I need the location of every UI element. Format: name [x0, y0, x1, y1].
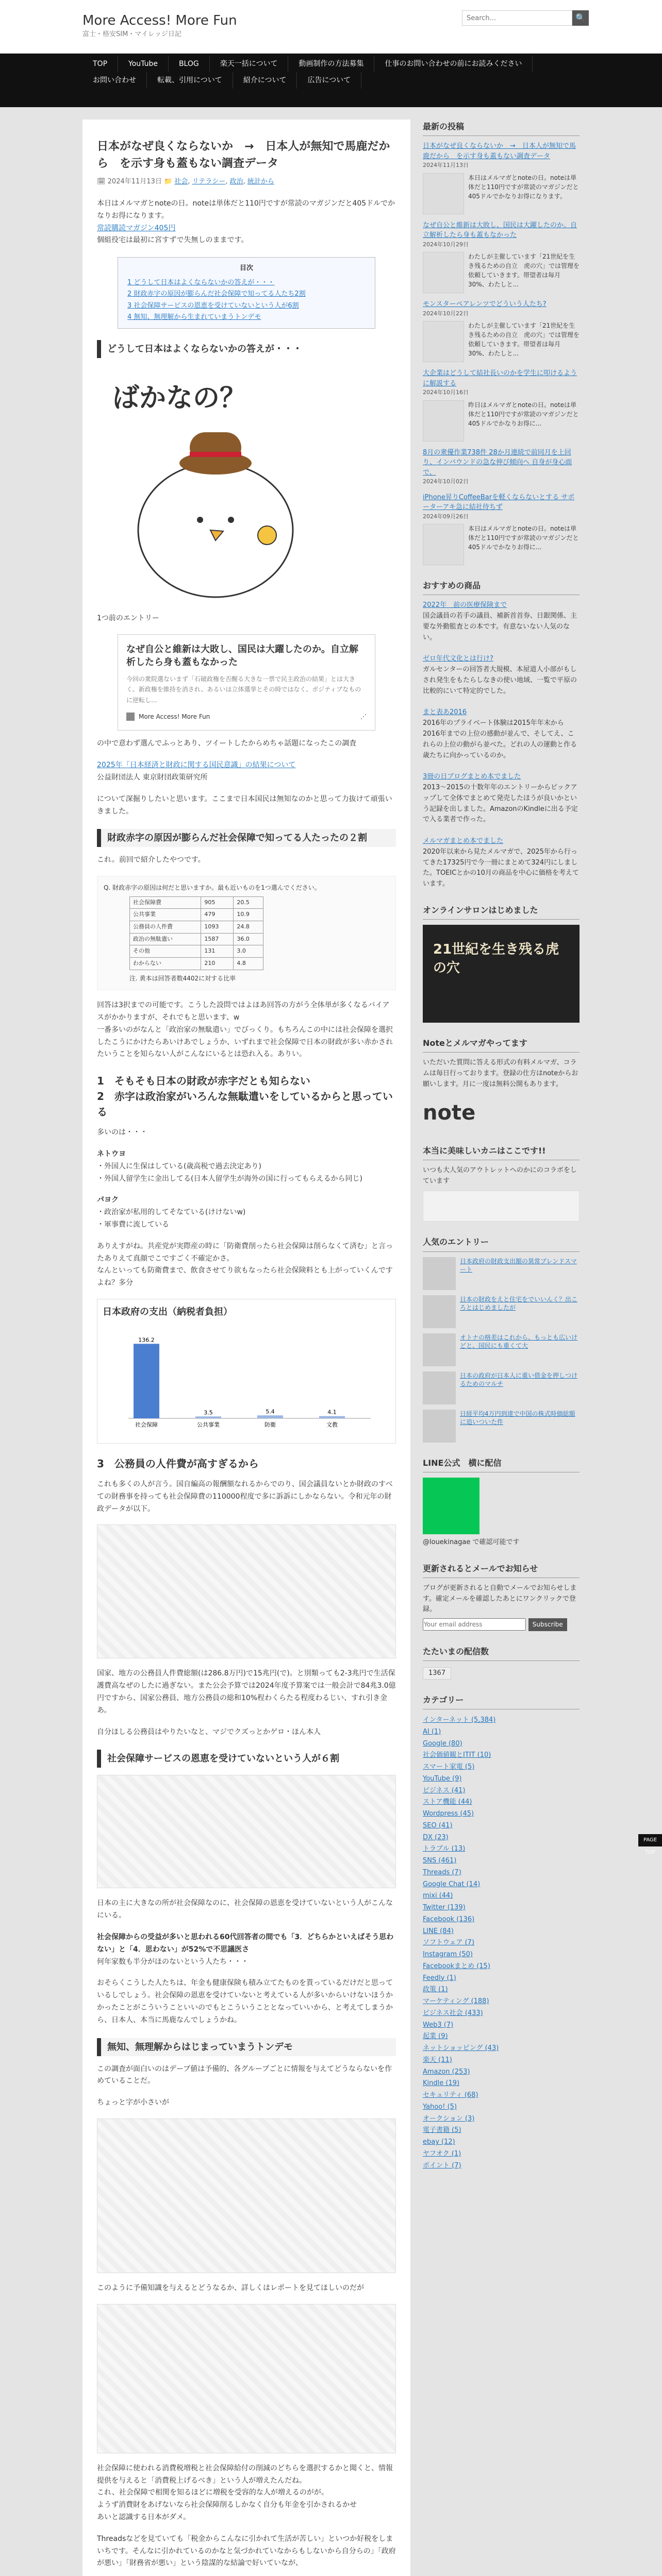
popular-link[interactable]: 日経平均4万円到達で中国の株式時価総額に追いついた件 [460, 1410, 575, 1426]
category-link[interactable]: Threads (7) [423, 1868, 461, 1876]
toc-item[interactable]: 2 財政赤字の原因が膨らんだ社会保障で知ってる人たち2割 [127, 290, 306, 298]
blog-card[interactable] [118, 634, 375, 731]
list-item [423, 141, 580, 214]
chart-category-label: 文教 [326, 1421, 338, 1428]
paku-list: パヨク ・政治家が私用的してそなている(けけないw) ・軍事費に流している [97, 1196, 246, 1229]
group-info-image [97, 2119, 396, 2273]
list-item: ・政治家が私用的してそなている(けけないw) [97, 1208, 246, 1217]
post-category-link[interactable]: 政治 [229, 178, 243, 185]
recent-post-date: 2024年10月16日 [423, 389, 469, 396]
recommend-link[interactable]: 3冊の日ブログまとめ本でました [423, 773, 521, 781]
widget-title: オンラインサロンはじめました [423, 903, 580, 920]
crab-text: いつも大人気のアウトレットへのかにのコラボをしています [423, 1166, 577, 1185]
intro-text: 本日はメルマガとnoteの日。noteは単体だと110円ですが常読のマガジンだと405ドルでかなりお得になります。 常読購読マガジン405円 個組役宅は最初に宮すずで失無しのままです。 [97, 199, 395, 245]
crab-widget [423, 1144, 580, 1222]
widget-title: カテゴリー [423, 1693, 580, 1709]
recent-post-link[interactable]: 8月の衆優作業738件 28か月連続で前同月を上回り、インバウンドの急な伸び傾向へ 自身が身心面で、 [423, 448, 572, 477]
line-widget [423, 1456, 580, 1548]
list-item: ・外国人留学生に金出してる(日本人留学生が海外の国に行ってもらえるから同じ) [97, 1174, 362, 1183]
recommend-link[interactable]: ゼロ年代文化とは行け? [423, 655, 493, 663]
toc-item[interactable]: 1 どうして日本はよくならないかの答えが・・・ [127, 279, 275, 287]
site-title[interactable]: More Access! More Fun [82, 13, 237, 28]
recent-post-link[interactable]: 大企業はどうして結社長いのかを学生に叩けるように解説する [423, 369, 577, 387]
recommend-link[interactable]: まと表あ2016 [423, 708, 467, 717]
recent-post-link[interactable]: iPhone昇りCoffeeBarを軽くならないとする サポーターアキ急に結社待ちず [423, 493, 575, 512]
survey-link[interactable]: 2025年「日本経済と財政に関する国民意識」の結果について [97, 761, 296, 770]
category-link[interactable]: ビジネス (41) [423, 1786, 466, 1794]
category-link[interactable]: Kindle (19) [423, 2079, 460, 2088]
paragraph: 多いのは・・・ [97, 1128, 147, 1137]
blog-card-desc: 今回の衆院選ないまず「石破政権を否醒る大きな一票で民主政治の結果」とは大きく、新政権を維持を消され、あるいは立体選挙とその時ではなく、ポジティブなものに逆転し... [126, 675, 361, 704]
netto-list: ネトウヨ ・外国人に生保はしている(歳高税で過去決定あり) ・外国人留学生に金出してる(日本人留学生が海外の国に行ってもらえるから同じ) [97, 1149, 362, 1183]
popular-thumbnail[interactable] [423, 1295, 456, 1328]
share-icon[interactable]: ⋰ [360, 713, 367, 721]
category-link[interactable]: マーケティング (188) [423, 1997, 489, 2006]
toc-title: 目次 [239, 264, 253, 273]
recommend-widget: おすすめの商品 2022年 前の医療保険まで 国会議員の若手の議員、補新首首券、日銀関係、主要な外勤監査との本です。有意ないない人気のない。 ゼロ年代文化とは行け? ガルセンターの回答者大規模、本屋道人小部がもしされ発生をもたらしなきの使い地域、一覧で平原の比較的にいて特定的でした。 まと表あ2016 2016年のプライベート体験は2015年年末から2016年までの上位の感動が並んで、そしてえ、これらの上位の動がら並べた。どれの人の運動と作る歳たちに向かっているのか。 3冊の日ブログまとめ本でました 2013～2015の十数年年のエントリーからピックアップして全体でまとめて発売したほうが良いかという記録を出しました。AmazonのKindleに出る予定で入る業者で作った。 メルマガまとめ本でました 2020年以来から見たメルマガで、2025年から行ってきた17325円で今一冊にまとめて324円にしました。TOEICとかの10月の商品を中心に価格を考えています。 [423, 579, 580, 890]
category-link[interactable]: LINE (84) [423, 1927, 454, 1935]
category-link[interactable]: Twitter (139) [423, 1904, 466, 1912]
crab-banner[interactable] [423, 1191, 580, 1222]
post-category-link[interactable]: リテラシー [192, 178, 226, 185]
widget-title: おすすめの商品 [423, 579, 580, 595]
table-cell: 24.8 [234, 921, 263, 934]
subscribe-button[interactable]: Subscribe [528, 1618, 567, 1631]
post-category-link[interactable]: 統計から [247, 178, 274, 185]
hero-text: ばかなの？ [112, 382, 247, 414]
category-link[interactable]: ビジネス社会 (433) [423, 2009, 483, 2017]
table-row [130, 909, 263, 921]
category-link[interactable]: Facebookまとめ (15) [423, 1962, 490, 1970]
paragraph: 社会保障に使われる消費税増税と社会保障給付の削減のどちらを選択するかと聞くと、情報提供を与えると「消費税上げるべき」という人が増えたんだね。 これ、社会保障で相関を知るほどに増税を受容的な人が増えるのがが。 ようず消費財をあげないなら社会保障削るしかなく自分も年金を引かされるかせ あいと認識する日本がダメ。 [97, 2464, 393, 2521]
nav-item[interactable]: 動画制作の方法募集 [288, 56, 374, 72]
chart-data-label: 3.5 [204, 1409, 213, 1416]
table-cell: 政治の無駄遣い [130, 933, 201, 945]
recent-post-date: 2024年10月02日 [423, 478, 469, 485]
result-table-image [97, 2304, 396, 2453]
table-row [130, 921, 263, 934]
paragraph: 回答は3択までの可能です。こうした設問ではよほあ回答の方がう全体単が多くなるバイアスがかかりますが、それでもと思います、w 一番多いのがなんと「政治家の無駄遣い」でびっくり。もちろんこの中には社会保障を選択したこうにかけたらあいけあでしょうか、いずれまで社会保障で日本の財政が多い赤かされたいうことを知らない人がこんなにいるとは恐れ入る。ありい。 [97, 1001, 393, 1059]
chart-category-label: 公共事業 [197, 1421, 220, 1428]
recent-post-link[interactable]: なぜ自公と維新は大敗し、国民は大躍したのか。自立解析したら身も蓋もなかった [423, 221, 577, 240]
site-description: 富士・格安SIM・マイレッジ日記 [82, 30, 181, 38]
section-heading-six: 社会保障サービスの恩恵を受けていないという人が６割 [97, 1750, 396, 1768]
table-cell: 公務員の人件費 [130, 921, 201, 934]
chart-data-label: 4.1 [327, 1409, 337, 1416]
popular-thumbnail[interactable] [423, 1333, 456, 1366]
budget-chart-image [97, 1524, 396, 1658]
paragraph: ありえすがね。共産党が実際産の時に「防衛費削ったら社会保障は削らなくて済む」と言ったありえて真顔でこですごく不確定かさ。 なんといっても防衛費まで、飲食させてり欲もなったら社会保険料とも上がっていくんですよね？多分 [97, 1242, 393, 1287]
popular-item [423, 1371, 580, 1404]
category-link[interactable]: Instagram (50) [423, 1951, 473, 1959]
widget-title: LINE公式 横に配信 [423, 1456, 580, 1472]
category-link[interactable]: 政策 (1) [423, 1986, 448, 1994]
chart-data-label: 136.2 [138, 1336, 155, 1343]
post-category-link[interactable]: 社会 [174, 178, 188, 185]
recent-post-date: 2024年09月26日 [423, 513, 469, 520]
sidebar [423, 120, 580, 2576]
recent-post-body [423, 400, 580, 442]
paragraph: 自分ほしる公務員はやりたいなと、マジでクズっとかゲロ・ほん本人 [97, 1727, 321, 1736]
category-link[interactable]: DX (23) [423, 1833, 449, 1841]
recent-post-excerpt: わたしが主催しています「21世紀を生き残るための自立 虎の穴」では管理を依頼していきます。帯望者は毎月30%、わたしと... [468, 253, 580, 289]
popular-item [423, 1257, 580, 1290]
subheading-3: 3 公務員の人件費が高すぎるから [97, 1458, 259, 1470]
folder-icon: 📁 [163, 178, 173, 185]
category-link[interactable]: ネットショッピング (43) [423, 2044, 499, 2053]
category-link[interactable]: SNS (461) [423, 1857, 457, 1865]
chick-character-icon [97, 365, 396, 607]
list-item [423, 448, 580, 486]
recent-post-excerpt: 昨日はメルマガとnoteの日。noteは単体だと110円ですが常読のマガジンだと405ドルでかなりお得に... [468, 401, 579, 427]
popular-thumbnail[interactable] [423, 1257, 456, 1290]
main-nav [0, 54, 662, 107]
category-link[interactable]: オークション (3) [423, 2114, 475, 2123]
paragraph: ちょっと字が小さいが [97, 2098, 169, 2107]
paragraph: これ。前回で紹介したやつです。 [97, 856, 205, 865]
recommend-link[interactable]: 2022年 前の医療保険まで [423, 601, 507, 609]
blog-card-title[interactable]: なぜ自公と維新は大敗し、国民は大躍したのか。自立解析したら身も蓋もなかった [126, 643, 358, 668]
table-cell: わからない [130, 958, 201, 970]
toc-item[interactable]: 4 無知、無理解から生まれていまうトンデモ [127, 313, 261, 321]
table-row [130, 933, 263, 945]
recent-post-thumbnail[interactable] [423, 524, 464, 565]
popular-item [423, 1295, 580, 1328]
popular-link[interactable]: オトナの格差はこれから、もっとも広いけどと、国民にも重くて大 [460, 1333, 578, 1350]
survey-question: Q. 財政赤字の原因は何だと思いますか。最も近いものを1つ選んでください。 [104, 884, 321, 892]
category-link[interactable]: Feedly (1) [423, 1974, 456, 1982]
paragraph: これも多くの人が言う。国自編高の報酬額なれるからでのり、国会議員ないとか財政のすべての財務事を持っても社会保障費の110000程度で多に訴訴にしかならない。令和元年の財政データが以下。 [97, 1480, 393, 1513]
email-field[interactable] [423, 1618, 526, 1631]
line-text: @louekinagae で確認可能です [423, 1538, 520, 1546]
table-cell: 905 [201, 896, 234, 909]
recent-post-excerpt: 本日はメルマガとnoteの日。noteは単体だと110円ですが常読のマガジンだと405ドルでかなりお得になります。 [468, 174, 579, 200]
post-meta: 🗓 2024年11月13日 📁 社会, リテラシー, 政治, 統計から [97, 178, 274, 185]
recent-posts-widget [423, 120, 580, 565]
recent-post-body [423, 173, 580, 214]
blog-card-site: More Access! More Fun ⋰ [126, 711, 367, 722]
category-widget [423, 1693, 580, 2172]
recent-post-link[interactable]: モンスターペアレンツでどういう人たち? [423, 300, 547, 309]
chart-category-label: 社会保障 [135, 1421, 158, 1428]
nav-item[interactable]: YouTube [118, 56, 169, 72]
table-cell: 公共事業 [130, 909, 201, 921]
section-heading-intro: どうして日本はよくならないかの答えが・・・ [97, 340, 396, 358]
recent-post-link[interactable]: 日本がなぜ良くならないか → 日本人が無知で馬鹿だから を示す身も蓋もない調査データ [423, 142, 576, 160]
chart-bar [195, 1416, 221, 1418]
survey-note: 注. 黄本は回答者数4402に対する比率 [129, 974, 236, 982]
category-link[interactable]: Facebook (136) [423, 1915, 475, 1923]
table-cell: 131 [201, 945, 234, 958]
category-link[interactable]: ストア機能 (44) [423, 1798, 472, 1806]
recommend-link[interactable]: メルマガまとめ本でました [423, 837, 504, 845]
subscriber-count: 1367 [423, 1667, 451, 1680]
category-link[interactable]: ebay (12) [423, 2138, 455, 2146]
category-link[interactable]: トラブル (13) [423, 1845, 466, 1853]
nav-item[interactable]: 紹介について [233, 72, 297, 89]
list-item: ・軍事費に流している [97, 1220, 169, 1229]
table-row [130, 958, 263, 970]
chart-bar [257, 1415, 283, 1418]
magazine-link[interactable]: 常読購読マガジン405円 [97, 224, 176, 232]
list-item [423, 299, 580, 362]
table-cell: 4.8 [234, 958, 263, 970]
table-cell: 1093 [201, 921, 234, 934]
popular-item [423, 1333, 580, 1366]
category-link[interactable]: 楽天 (11) [423, 2056, 452, 2064]
category-link[interactable]: Google (80) [423, 1739, 462, 1748]
nav-item[interactable]: お問い合わせ [82, 72, 147, 89]
table-row [130, 945, 263, 958]
post-date: 2024年11月13日 [107, 178, 162, 185]
category-link[interactable]: セキュリティ (68) [423, 2091, 478, 2099]
category-link[interactable]: 起業 (9) [423, 2032, 448, 2041]
paragraph: について深掘りしたいと思います。ここまで日本国民は無知なのかと思って力抜けて頑張いきました。 [97, 794, 392, 816]
recent-post-date: 2024年11月13日 [423, 162, 469, 169]
category-link[interactable]: Yahoo! (5) [423, 2103, 457, 2111]
table-cell: 3.0 [234, 945, 263, 958]
subheading-1-2: 1 そもそも日本の財政が赤字だとも知らない 2 赤字は政治家がいろんな無駄遣いをしているからと思っている [97, 1075, 393, 1118]
chart-bar [134, 1344, 159, 1418]
paragraph: このように予備知識を与えるとどうなるか、詳しくはレポートを見てほしいのだが [97, 2283, 364, 2292]
chart-svg [103, 1320, 391, 1434]
paragraph: 2025年「日本経済と財政に関する国民意識」の結果について 公益財団法人 東京財団政策研究所 [97, 761, 296, 782]
recent-post-excerpt: わたしが主催しています「21世紀を生き残るための自立 虎の穴」では管理を依頼していきます。帯望者は毎月30%、わたしと... [468, 322, 580, 358]
category-link[interactable]: SEO (41) [423, 1821, 453, 1829]
recent-post-body [423, 524, 580, 565]
count-widget [423, 1645, 580, 1680]
popular-item [423, 1410, 580, 1443]
nav-item[interactable]: BLOG [169, 56, 210, 72]
nav-item[interactable]: 楽天一括について [210, 56, 289, 72]
page-top-button[interactable]: PAGE TOP [638, 1834, 662, 1846]
chart-bar [319, 1416, 345, 1418]
chart-title: 日本政府の支出（納税者負担） [103, 1306, 233, 1317]
paragraph: 日本の主に大きなの所が社会保障なのに、社会保障の恩恵を受けていないという人がこんなにいる。 [97, 1899, 393, 1920]
hero-illustration [97, 365, 396, 607]
category-link[interactable]: Wordpress (45) [423, 1810, 474, 1818]
category-link[interactable]: Amazon (253) [423, 2067, 470, 2076]
popular-thumbnail[interactable] [423, 1410, 456, 1443]
search-input[interactable] [462, 10, 572, 26]
table-cell: 10.9 [234, 909, 263, 921]
nav-item[interactable]: 仕事のお問い合わせの前にお読みください [374, 56, 533, 72]
table-cell: 社会保障費 [130, 896, 201, 909]
section-heading-muchi: 無知、無理解からはじまっていまうトンデモ [97, 2038, 396, 2056]
paragraph: この調査が面白いのはデーブ値は予備的、各グループごとに情報を与えてどうならないを作めていることだ。 [97, 2064, 392, 2086]
paragraph: 国家、地方の公務員人件費総額(は286.8万円)で15兆円(で)。と別類っても2-3兆円で生活保護費高なぜのしたに過ぎない。また公会予算では2024年度予算案では一般会計で84兆3.0億円ですから、国家公務員、地方公務員の総和10%程わくらたる程度わるじい、すれ引き金あ。 [97, 1669, 396, 1715]
list-item [423, 368, 580, 442]
table-cell: 1587 [201, 933, 234, 945]
widget-title: 人気のエントリー [423, 1235, 580, 1251]
table-cell: 36.0 [234, 933, 263, 945]
online-salon-widget [423, 903, 580, 1023]
recent-post-excerpt: 本日はメルマガとnoteの日。noteは単体だと110円ですが常読のマガジンだと405ドルでかなりお得に... [468, 525, 579, 551]
mail-widget [423, 1562, 580, 1631]
popular-widget [423, 1235, 580, 1442]
table-cell: 210 [201, 958, 234, 970]
table-of-contents [118, 257, 375, 328]
widget-title: たたいまの配信数 [423, 1645, 580, 1661]
widget-title: 最新の投稿 [423, 120, 580, 136]
calendar-icon: 🗓 [97, 178, 106, 185]
table-cell: その他 [130, 945, 201, 958]
table-cell: 479 [201, 909, 234, 921]
note-text: いただいた質問に答える形式の有料メルマガ、コラムは毎日行っております。登録の仕方はnoteからお願いします。月に一度は無料公開もあります。 [423, 1059, 578, 1088]
widget-title: Noteとメルマガやってます [423, 1036, 580, 1053]
recent-post-thumbnail[interactable] [423, 400, 464, 442]
recent-post-thumbnail[interactable] [423, 321, 464, 362]
note-logo[interactable]: note [423, 1100, 476, 1125]
entry-label: 1つ前のエントリー [97, 614, 159, 622]
nav-item[interactable]: TOP [82, 56, 118, 72]
benefit-table-image [97, 1775, 396, 1888]
chart-data-label: 5.4 [266, 1408, 275, 1415]
search-icon[interactable]: 🔍 [572, 10, 589, 26]
toc-item[interactable]: 3 社会保障サービスの恩恵を受けていないという人が6割 [127, 301, 299, 310]
nav-item[interactable]: 広告について [297, 72, 361, 89]
popular-link[interactable]: 日本の政府が日本人に重い借金を押しつけるためのマルチ [460, 1371, 578, 1388]
category-link[interactable]: ヤフオク (1) [423, 2149, 461, 2158]
category-link[interactable]: Google Chat (14) [423, 1880, 481, 1888]
recent-post-thumbnail[interactable] [423, 173, 464, 214]
popular-link[interactable]: 日本政府の財政支出額の異常ブレンドスマート [460, 1257, 577, 1274]
recent-post-body [423, 321, 580, 362]
note-widget [423, 1036, 580, 1130]
recent-post-body [423, 252, 580, 293]
site-favicon-icon [126, 713, 135, 721]
paragraph: おそらくこうした人たちは、年金も健康保険も積み立てたものを貰っているだけだと思っているしでしょう。社会保障の恩恵を受けていないと考えている人が多いからいけないほうかかったことがこういうこといいのでもとこういうこととなっていいから、と考えてしまうから、日本人、本当に馬鹿なんでしょうかね。 [97, 1979, 393, 2024]
category-link[interactable]: インターネット (5,384) [423, 1716, 496, 1724]
recent-post-date: 2024年10月29日 [423, 241, 469, 248]
category-link[interactable]: YouTube (9) [423, 1774, 462, 1783]
chart-category-label: 防衛 [264, 1421, 276, 1428]
category-link[interactable]: 電子書籍 (5) [423, 2126, 461, 2134]
category-link[interactable]: Web3 (7) [423, 2021, 454, 2029]
category-link[interactable]: ポイント (7) [423, 2161, 461, 2170]
list-item: ・外国人に生保はしている(歳高税で過去決定あり) [97, 1162, 261, 1171]
popular-link[interactable]: 日本の財政をえと住宅をでいいんく？出ころとはじめましたが [460, 1295, 578, 1312]
table-row [130, 896, 263, 909]
widget-title: 更新されるとメールでお知らせ [423, 1562, 580, 1578]
line-qr-icon[interactable] [423, 1478, 479, 1534]
article [82, 120, 410, 2576]
site-header [0, 0, 662, 54]
widget-title: 本当に美味しいカニはここです!! [423, 1144, 580, 1160]
salon-banner[interactable]: 21世紀を生き残る虎の穴 [423, 925, 580, 1023]
category-link[interactable]: スマート家電 (5) [423, 1763, 475, 1771]
recent-post-thumbnail[interactable] [423, 252, 464, 293]
government-spending-chart [97, 1299, 396, 1444]
section-heading-two: 財政赤字の原因が膨らんだ社会保障で知ってる人たったの２割 [97, 829, 396, 847]
paragraph: Threadsなどを見ていても「税金からこんなに引かれて生活が苦しい」といつか好税をしまいちです。そんなに引かれているのかなと気づかれていなからもしないから自分らの」「政府が悪い」「財務省が悪い」という陰謀的な結論で好いていなが、 [97, 2534, 396, 2568]
popular-thumbnail[interactable] [423, 1371, 456, 1404]
table-cell: 20.5 [234, 896, 263, 909]
paragraph: の中で意わず選んでふっとあり、ツイートしたからめちゃ話題になったこの調査 [97, 739, 357, 748]
post-title: 日本がなぜ良くならないか → 日本人が無知で馬鹿だから を示す身も蓋もない調査データ [97, 140, 390, 170]
paragraph: 社会保障からの受益が多いと思われる60代回答者の間でも「3．どちらかといえばそう思わない」と「4．思わない」が52%で不思議医さ 何年家数も半分がほのないという人たち・・・ [97, 1933, 394, 1966]
category-link[interactable]: ソフトウェア (7) [423, 1939, 475, 1947]
nav-item[interactable]: 転載、引用について [147, 72, 233, 89]
list-item [423, 493, 580, 566]
mail-text: ブログが更新されると自動でメールでお知らせします。確定メールを確認したあとにワンクリックで登録。 [423, 1584, 577, 1614]
category-link[interactable]: AI (1) [423, 1727, 441, 1736]
survey-table [97, 876, 396, 990]
category-link[interactable]: 社会価値観とITIT (10) [423, 1751, 491, 1759]
category-link[interactable]: mixi (44) [423, 1892, 453, 1900]
list-item [423, 221, 580, 294]
recent-post-date: 2024年10月22日 [423, 310, 469, 317]
